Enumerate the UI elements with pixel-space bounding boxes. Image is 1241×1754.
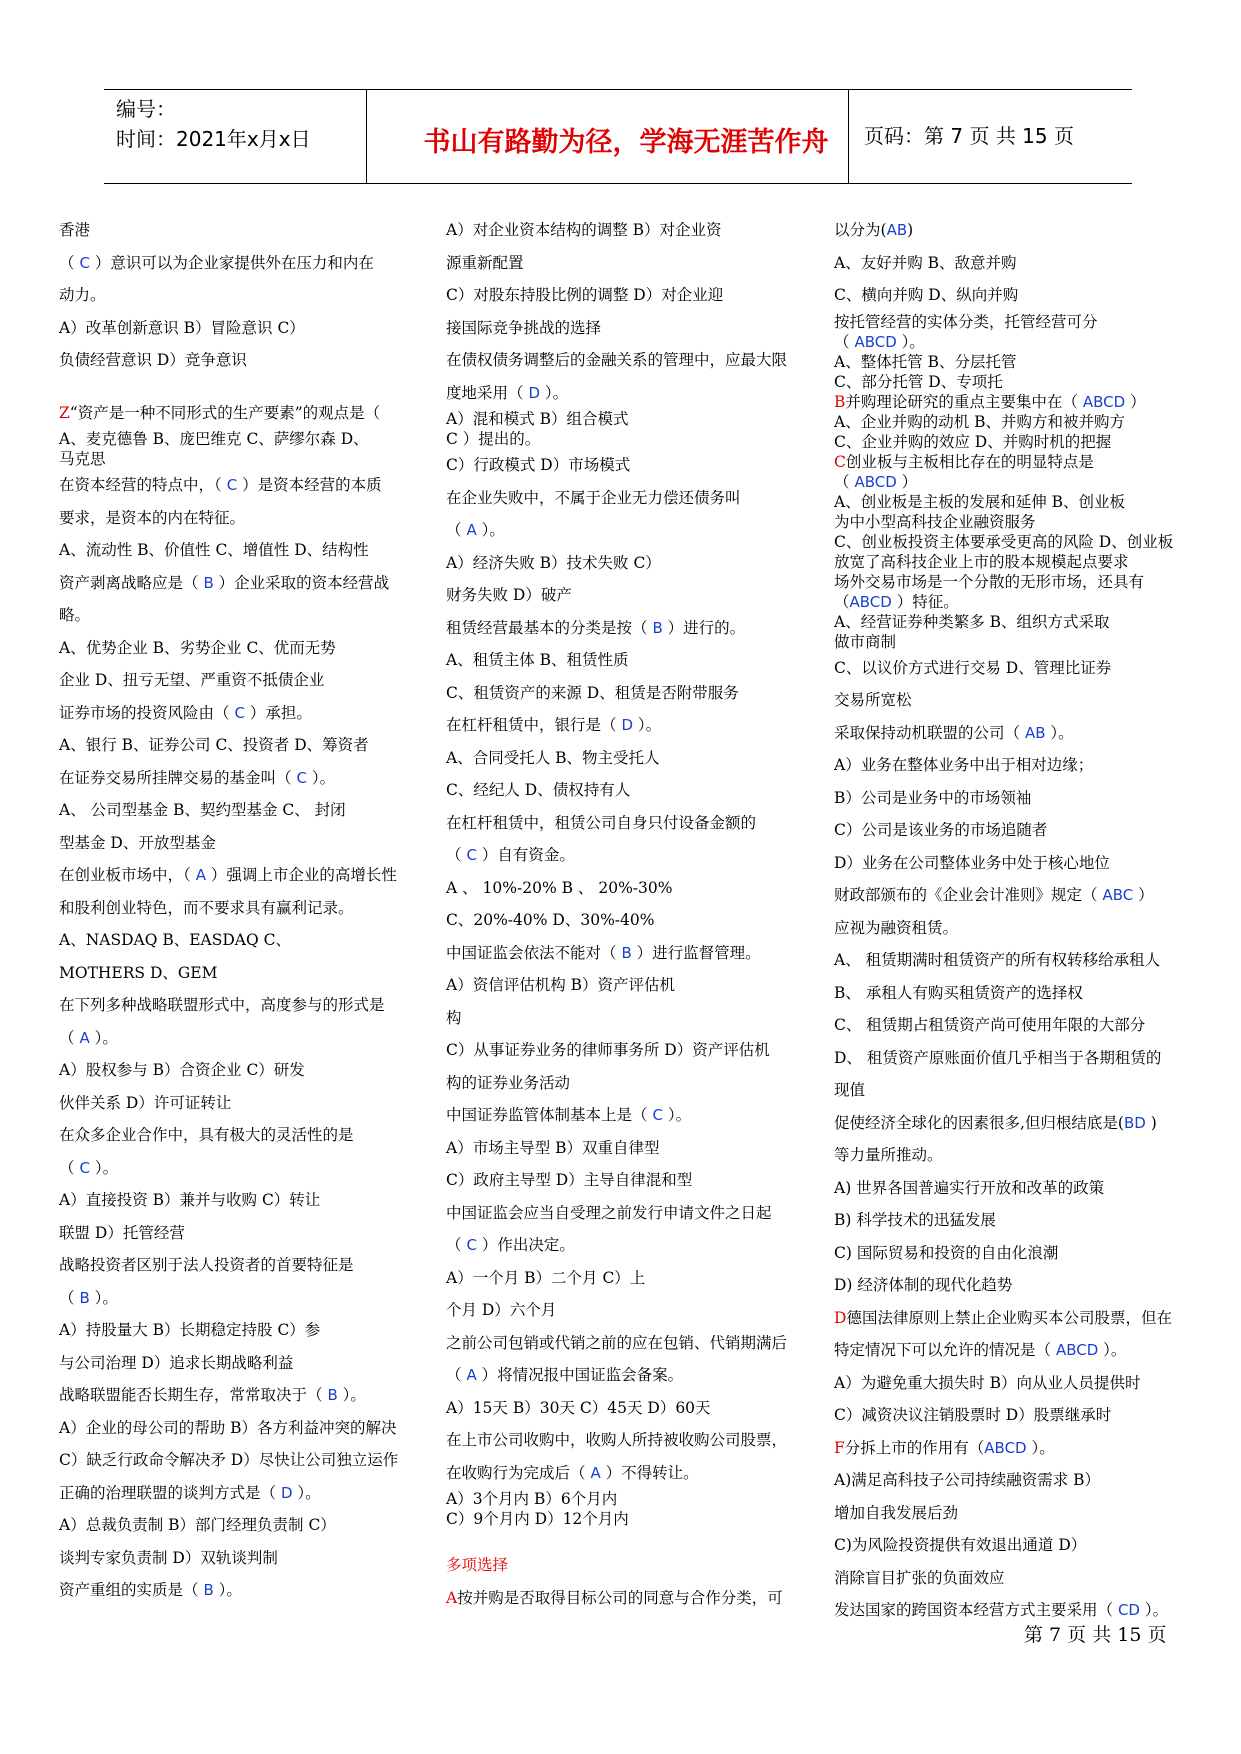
text-line: A、 公司型基金 B、契约型基金 C、 封闭 <box>59 801 346 819</box>
text-line: 在创业板市场中，（ A ）强调上市企业的高增长性 <box>59 866 397 884</box>
text-line: 采取保持动机联盟的公司（ AB ）。 <box>834 723 1074 742</box>
page-header <box>104 89 1132 184</box>
text-line: A、合同受托人 B、物主受托人 <box>446 748 660 767</box>
text-line: F分拆上市的作用有（ABCD ）。 <box>834 1438 1055 1457</box>
text-line: 中国证监会应当自受理之前发行申请文件之日起 <box>446 1203 772 1222</box>
text-line: 做市商制 <box>834 632 897 651</box>
page-footer: 第 7 页 共 15 页 <box>1024 1624 1167 1646</box>
text-line: A）直接投资 B）兼并与收购 C）转让 <box>59 1191 321 1209</box>
header-left <box>116 94 366 154</box>
text-line: 按托管经营的实体分类，托管经营可分 <box>834 312 1098 331</box>
text-line: A）混和模式 B）组合模式 <box>446 410 629 428</box>
text-line: C）政府主导型 D）主导自律混和型 <box>446 1171 693 1189</box>
text-line: A）总裁负责制 B）部门经理负责制 C） <box>59 1516 336 1534</box>
text-line: 正确的治理联盟的谈判方式是（ D ）。 <box>59 1483 321 1502</box>
text-line: 构 <box>446 1008 462 1027</box>
text-line: A、整体托管 B、分层托管 <box>834 352 1017 371</box>
text-line: 在证券交易所挂牌交易的基金叫（ C ）。 <box>59 768 336 787</box>
text-line: 发达国家的跨国资本经营方式主要采用（ CD ）。 <box>834 1601 1169 1619</box>
text-line: A、 租赁期满时租赁资产的所有权转移给承租人 <box>834 951 1161 969</box>
text-line: 接国际竞争挑战的选择 <box>446 318 602 337</box>
text-line: （ B ）。 <box>59 1288 118 1307</box>
text-line: A)满足高科技子公司持续融资需求 B） <box>834 1471 1101 1489</box>
text-line: D、 租赁资产原账面价值几乎相当于各期租赁的 <box>834 1048 1162 1067</box>
text-line: 与公司治理 D）追求长期战略利益 <box>59 1353 294 1372</box>
text-line: C）行政模式 D）市场模式 <box>446 456 631 474</box>
text-line: 个月 D）六个月 <box>446 1301 557 1319</box>
text-line: 租赁经营最基本的分类是按（ B ）进行的。 <box>446 618 746 637</box>
text-line: （ ABCD ）。 <box>834 332 925 351</box>
text-line <box>446 1529 791 1549</box>
text-line: 在资本经营的特点中，（ C ）是资本经营的本质 <box>59 476 382 494</box>
text-line: 伙伴关系 D）许可证转让 <box>59 1093 232 1112</box>
text-line: A、优势企业 B、劣势企业 C、优而无势 <box>59 638 336 657</box>
text-line: 要求，是资本的内在特征。 <box>59 508 246 527</box>
text-line: C、部分托管 D、专项托 <box>834 372 1003 391</box>
header-page-number: 页码：第 7 页 共 15 页 <box>864 124 1074 148</box>
text-line: C、以议价方式进行交易 D、管理比证券 <box>834 658 1112 677</box>
document-time: 时间：2021年x月x日 <box>116 127 311 151</box>
text-line: C）从事证券业务的律师事务所 D）资产评估机 <box>446 1041 770 1059</box>
text-line: A）经济失败 B）技术失败 C） <box>446 553 661 572</box>
text-line: 和股利创业特色，而不要求具有赢利记录。 <box>59 898 354 917</box>
text-line: D德国法律原则上禁止企业购买本公司股票，但在 <box>834 1308 1172 1327</box>
text-line: 香港 <box>59 221 91 239</box>
text-line: A）为避免重大损失时 B）向从业人员提供时 <box>834 1373 1141 1392</box>
text-line: C创业板与主板相比存在的明显特点是 <box>834 452 1094 471</box>
text-line: Z“资产是一种不同形式的生产要素”的观点是（ <box>59 403 381 422</box>
text-line: 在杠杆租赁中，租赁公司自身只付设备金额的 <box>446 813 757 832</box>
text-line: 中国证券监管体制基本上是（ C ）。 <box>446 1106 692 1124</box>
text-line: A按并购是否取得目标公司的同意与合作分类，可 <box>446 1588 783 1607</box>
text-line: 促使经济全球化的因素很多,但归根结底是(BD ) <box>834 1113 1157 1132</box>
text-line: （ A ）。 <box>59 1028 118 1047</box>
text-line: 财务失败 D）破产 <box>446 586 572 604</box>
text-line: 度地采用（ D ）。 <box>446 383 569 402</box>
text-line: 构的证券业务活动 <box>446 1073 571 1092</box>
text-line: C、创业板投资主体要承受更高的风险 D、创业板 <box>834 532 1174 551</box>
text-line: 之前公司包销或代销之前的应在包销、代销期满后 <box>446 1333 788 1352</box>
column-middle <box>446 214 791 1614</box>
text-line: （ C ）自有资金。 <box>446 846 575 864</box>
text-line: 放宽了高科技企业上市的股本规模起点要求 <box>834 552 1129 571</box>
text-line: C）缺乏行政命令解决矛 D）尽快让公司独立运作 <box>59 1451 399 1469</box>
text-line: C) 国际贸易和投资的自由化浪潮 <box>834 1243 1059 1262</box>
text-line: A）对企业资本结构的调整 B）对企业资 <box>446 221 722 239</box>
text-line: C、租赁资产的来源 D、租赁是否附带服务 <box>446 683 739 702</box>
text-line: 在上市公司收购中，收购人所持被收购公司股票， <box>446 1431 788 1449</box>
text-line: 应视为融资租赁。 <box>834 918 959 937</box>
text-line: （ C ）意识可以为企业家提供外在压力和内在 <box>59 253 374 272</box>
text-line: 型基金 D、开放型基金 <box>59 833 216 852</box>
text-line: C、经纪人 D、债权持有人 <box>446 781 631 799</box>
text-line: A、流动性 B、价值性 C、增值性 D、结构性 <box>59 541 369 559</box>
text-line: C）公司是该业务的市场追随者 <box>834 821 1048 839</box>
text-line: 动力。 <box>59 286 106 304</box>
text-line: C）9个月内 D）12个月内 <box>446 1510 629 1528</box>
text-line: 在下列多种战略联盟形式中，高度参与的形式是 <box>59 996 385 1014</box>
text-line: B) 科学技术的迅猛发展 <box>834 1211 996 1229</box>
text-line: A）市场主导型 B）双重自律型 <box>446 1138 660 1157</box>
text-line: 源重新配置 <box>446 253 524 272</box>
text-line: A）改革创新意识 B）冒险意识 C） <box>59 318 305 337</box>
column-right <box>834 214 1184 1627</box>
text-line: A、银行 B、证券公司 C、投资者 D、筹资者 <box>59 736 369 754</box>
text-line: A、NASDAQ B、EASDAQ C、 <box>59 931 291 949</box>
text-line: B、 承租人有购买租赁资产的选择权 <box>834 983 1083 1002</box>
text-line: A 、 10%-20% B 、 20%-30% <box>446 878 673 897</box>
text-line: MOTHERS D、GEM <box>59 963 218 982</box>
column-left <box>59 214 409 1607</box>
text-line: A、友好并购 B、敌意并购 <box>834 253 1017 272</box>
text-line: 为中小型高科技企业融资服务 <box>834 512 1036 531</box>
text-line: 特定情况下可以允许的情况是（ ABCD ）。 <box>834 1341 1127 1359</box>
text-line: （ABCD ）特征。 <box>834 592 959 611</box>
text-line: 马克思 <box>59 450 106 468</box>
text-line: （ A ）将情况报中国证监会备案。 <box>446 1366 684 1384</box>
text-line: （ ABCD ） <box>834 472 918 491</box>
text-line: D）业务在公司整体业务中处于核心地位 <box>834 853 1110 872</box>
text-line: C ）提出的。 <box>446 430 541 448</box>
text-line: D) 经济体制的现代化趋势 <box>834 1276 1013 1294</box>
text-line: （ A ）。 <box>446 521 505 539</box>
text-line: 财政部颁布的《企业会计准则》规定（ ABC ） <box>834 886 1154 904</box>
text-line: 现值 <box>834 1081 866 1099</box>
text-line: 在杠杆租赁中，银行是（ D ）。 <box>446 716 662 734</box>
text-line: 联盟 D）托管经营 <box>59 1223 185 1242</box>
text-line: A) 世界各国普遍实行开放和改革的政策 <box>834 1178 1105 1197</box>
text-line: 证券市场的投资风险由（ C ）承担。 <box>59 703 312 722</box>
text-line: A）一个月 B）二个月 C）上 <box>446 1268 646 1287</box>
text-line: C、企业并购的效应 D、并购时机的把握 <box>834 432 1112 451</box>
text-line: 企业 D、扭亏无望、严重资不抵债企业 <box>59 671 325 689</box>
text-line: C）对股东持股比例的调整 D）对企业迎 <box>446 286 724 304</box>
text-line: A）企业的母公司的帮助 B）各方利益冲突的解决 <box>59 1418 397 1437</box>
text-line: C、20%-40% D、30%-40% <box>446 911 655 929</box>
text-line: 战略投资者区别于法人投资者的首要特征是 <box>59 1256 354 1274</box>
text-line: 在众多企业合作中，具有极大的灵活性的是 <box>59 1126 354 1144</box>
text-line: 消除盲目扩张的负面效应 <box>834 1568 1005 1587</box>
text-line: B并购理论研究的重点主要集中在（ ABCD ） <box>834 392 1146 411</box>
text-line: A、经营证券种类繁多 B、组织方式采取 <box>834 612 1110 631</box>
text-line: 增加自我发展后劲 <box>834 1503 959 1522</box>
header-divider-right <box>848 90 849 183</box>
text-line: 战略联盟能否长期生存，常常取决于（ B ）。 <box>59 1386 366 1404</box>
text-line: 中国证监会依法不能对（ B ）进行监督管理。 <box>446 943 761 962</box>
text-line: A）股权参与 B）合资企业 C）研发 <box>59 1061 305 1079</box>
text-line: 谈判专家负责制 D）双轨谈判制 <box>59 1548 278 1567</box>
text-line: C、横向并购 D、纵向并购 <box>834 286 1019 304</box>
text-line: A）15天 B）30天 C）45天 D）60天 <box>446 1398 711 1417</box>
text-line: 在企业失败中，不属于企业无力偿还债务叫 <box>446 488 741 507</box>
text-line: B）公司是业务中的市场领袖 <box>834 788 1032 807</box>
text-line: C、 租赁期占租赁资产尚可使用年限的大部分 <box>834 1016 1146 1034</box>
text-line: 交易所宽松 <box>834 691 912 709</box>
text-line: 场外交易市场是一个分散的无形市场，还具有 <box>834 572 1145 591</box>
header-motto: 书山有路勤为径，学海无涯苦作舟 <box>423 127 829 158</box>
text-line <box>59 377 409 397</box>
text-line: 多项选择 <box>446 1556 509 1574</box>
text-line: 以分为(AB) <box>834 221 914 239</box>
text-line: A、创业板是主板的发展和延伸 B、创业板 <box>834 492 1126 511</box>
text-line: 在收购行为完成后（ A ）不得转让。 <box>446 1463 699 1482</box>
text-line: A）持股量大 B）长期稳定持股 C）参 <box>59 1321 321 1339</box>
text-line: 资产剥离战略应是（ B ）企业采取的资本经营战 <box>59 573 390 592</box>
text-line: C)为风险投资提供有效退出通道 D） <box>834 1536 1087 1554</box>
text-line: A）资信评估机构 B）资产评估机 <box>446 976 676 994</box>
text-line: （ C ）。 <box>59 1158 119 1177</box>
text-line: 在债权债务调整后的金融关系的管理中，应最大限 <box>446 351 788 369</box>
text-line: 资产重组的实质是（ B ）。 <box>59 1581 242 1599</box>
text-line: 等力量所推动。 <box>834 1146 943 1164</box>
text-line: A、麦克德鲁 B、庞巴维克 C、萨缪尔森 D、 <box>59 430 369 448</box>
document-number: 编号： <box>116 97 176 121</box>
text-line: A、租赁主体 B、租赁性质 <box>446 651 629 669</box>
text-line: A）业务在整体业务中出于相对边缘； <box>834 756 1094 774</box>
text-line: 负债经营意识 D）竞争意识 <box>59 351 247 369</box>
text-line: A、企业并购的动机 B、并购方和被并购方 <box>834 412 1126 431</box>
text-line: （ C ）作出决定。 <box>446 1236 575 1254</box>
text-line: C）减资决议注销股票时 D）股票继承时 <box>834 1406 1112 1424</box>
text-line: A）3个月内 B）6个月内 <box>446 1490 618 1508</box>
text-line: 略。 <box>59 606 91 624</box>
